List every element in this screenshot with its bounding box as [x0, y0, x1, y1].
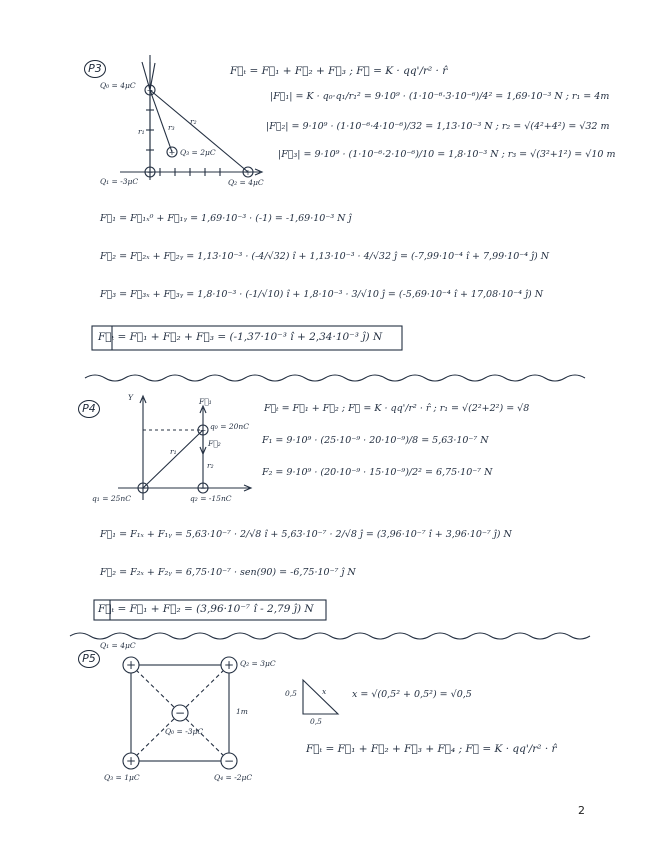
svg-text:−: −	[146, 168, 154, 177]
p4-q2-label: q₂ = -15nC	[190, 494, 232, 503]
p4-f2-magnitude: F₂ = 9·10⁹ · (20·10⁻⁹ · 15·10⁻⁹)/2² = 6,75·10⁻⁷ N	[262, 467, 493, 478]
p5-triangle	[303, 680, 338, 714]
svg-text:−: −	[174, 706, 186, 720]
p3-r3-label: r₃	[168, 123, 175, 132]
p5-triangle-side-b: 0,5	[310, 717, 322, 726]
p5-q4-label: Q₄ = -2μC	[214, 773, 253, 782]
svg-text:+: +	[146, 86, 154, 95]
p3-q1-label: Q₁ = -3μC	[100, 177, 139, 186]
svg-text:+: +	[168, 148, 176, 157]
svg-text:+: +	[223, 658, 235, 672]
p3-r1-label: r₁	[138, 127, 145, 136]
p5-total-equation: F⃗ₜ = F⃗₁ + F⃗₂ + F⃗₃ + F⃗₄ ; F⃗ = K · qq'/r² · r̂	[306, 743, 557, 755]
p3-result: F⃗ₜ = F⃗₁ + F⃗₂ + F⃗₃ = (-1,37·10⁻³ î + 2,34·10⁻³ ĵ) N	[98, 331, 383, 343]
p4-f1-magnitude: F₁ = 9·10⁹ · (25·10⁻⁹ · 20·10⁻⁹)/8 = 5,63·10⁻⁷ N	[262, 435, 489, 446]
p5-q1-label: Q₁ = 4μC	[100, 641, 136, 650]
svg-text:+: +	[199, 426, 207, 435]
p4-result: F⃗ₜ = F⃗₁ + F⃗₂ = (3,96·10⁻⁷ î - 2,79 ĵ) N	[98, 603, 314, 615]
p4-y-axis-label: Y	[128, 393, 133, 402]
p3-f1-vector: F⃗₁ = F⃗₁ₓ⁰ + F⃗₁ᵧ = 1,69·10⁻³ · (-1) = -1,69·10⁻³ N ĵ	[100, 213, 352, 224]
p5-x-equation: x = √(0,5² + 0,5²) = √0,5	[352, 689, 472, 700]
p3-f2-vector: F⃗₂ = F⃗₂ₓ + F⃗₂ᵧ = 1,13·10⁻³ · (-4/√32) î + 1,13·10⁻³ · 4/√32 ĵ = (-7,99·10⁻⁴ î + 7,99·10⁻⁴ ĵ) N	[100, 251, 550, 262]
p4-f2-vector: F⃗₂ = F₂ₓ + F₂ᵧ = 6,75·10⁻⁷ · sen(90) = -6,75·10⁻⁷ ĵ N	[100, 567, 356, 578]
p3-r2-label: r₂	[190, 117, 197, 126]
p3-total-equation: F⃗ₜ = F⃗₁ + F⃗₂ + F⃗₃ ; F⃗ = K · qq'/r² · r̂	[230, 65, 448, 77]
p5-q2-label: Q₂ = 3μC	[240, 659, 276, 668]
p4-r2-label: r₂	[207, 461, 214, 470]
p5-side-label: 1m	[236, 707, 248, 716]
p4-r1-line	[143, 430, 203, 488]
separator-2	[70, 633, 590, 639]
p3-q3-label: Q₃ = 2μC	[180, 148, 216, 157]
svg-text:−: −	[199, 484, 207, 493]
svg-text:+: +	[125, 754, 137, 768]
p3-q2-label: Q₂ = 4μC	[228, 178, 264, 187]
p5-triangle-side-a: 0,5	[285, 689, 297, 698]
p4-f2-label: F⃗₂	[208, 439, 221, 448]
p4-total-equation: F⃗ₜ = F⃗₁ + F⃗₂ ; F⃗ = K · qq'/r² · r̂ ; r₁ = √(2²+2²) = √8	[264, 403, 530, 414]
p4-q1-label: q₁ = 25nC	[92, 494, 131, 503]
svg-text:+: +	[244, 168, 252, 177]
p4-q0-label: q₀ = 20nC	[210, 422, 249, 431]
page-number: 2	[578, 804, 585, 817]
p4-r1-label: r₁	[170, 447, 177, 456]
svg-text:+: +	[139, 484, 147, 493]
problem-label-p4: P4	[78, 400, 100, 418]
separator-1	[85, 375, 585, 381]
p5-triangle-hyp: x	[322, 687, 327, 696]
p3-f2-magnitude: |F⃗₂| = 9·10⁹ · (1·10⁻⁶·4·10⁻⁶)/32 = 1,13·10⁻³ N ; r₂ = √(4²+4²) = √32 m	[266, 121, 610, 132]
p4-f1-label: F⃗₁	[199, 397, 212, 406]
problem-label-p5: P5	[78, 650, 100, 668]
p3-f3-magnitude: |F⃗₃| = 9·10⁹ · (1·10⁻⁶·2·10⁻⁶)/10 = 1,8·10⁻³ N ; r₃ = √(3²+1²) = √10 m	[278, 149, 616, 160]
problem-label-p3: P3	[84, 60, 106, 78]
p5-q3-label: Q₃ = 1μC	[104, 773, 140, 782]
svg-text:−: −	[223, 754, 235, 768]
p3-q0-label: Q₀ = 4μC	[100, 81, 136, 90]
p3-f1-magnitude: |F⃗₁| = K · q₀·q₁/r₁² = 9·10⁹ · (1·10⁻⁶·3·10⁻⁶)/4² = 1,69·10⁻³ N ; r₁ = 4m	[270, 91, 610, 102]
p4-f1-vector: F⃗₁ = F₁ₓ + F₁ᵧ = 5,63·10⁻⁷ · 2/√8 î + 5,63·10⁻⁷ · 2/√8 ĵ = (3,96·10⁻⁷ î + 3,96·10⁻⁷ ĵ) N	[100, 529, 512, 540]
p5-q0-label: Q₀ = -3μC	[165, 727, 204, 736]
p3-f3-vector: F⃗₃ = F⃗₃ₓ + F⃗₃ᵧ = 1,8·10⁻³ · (-1/√10) î + 1,8·10⁻³ · 3/√10 ĵ = (-5,69·10⁻⁴ î + 17,08·10⁻⁴ ĵ) N	[100, 289, 544, 300]
svg-text:+: +	[125, 658, 137, 672]
